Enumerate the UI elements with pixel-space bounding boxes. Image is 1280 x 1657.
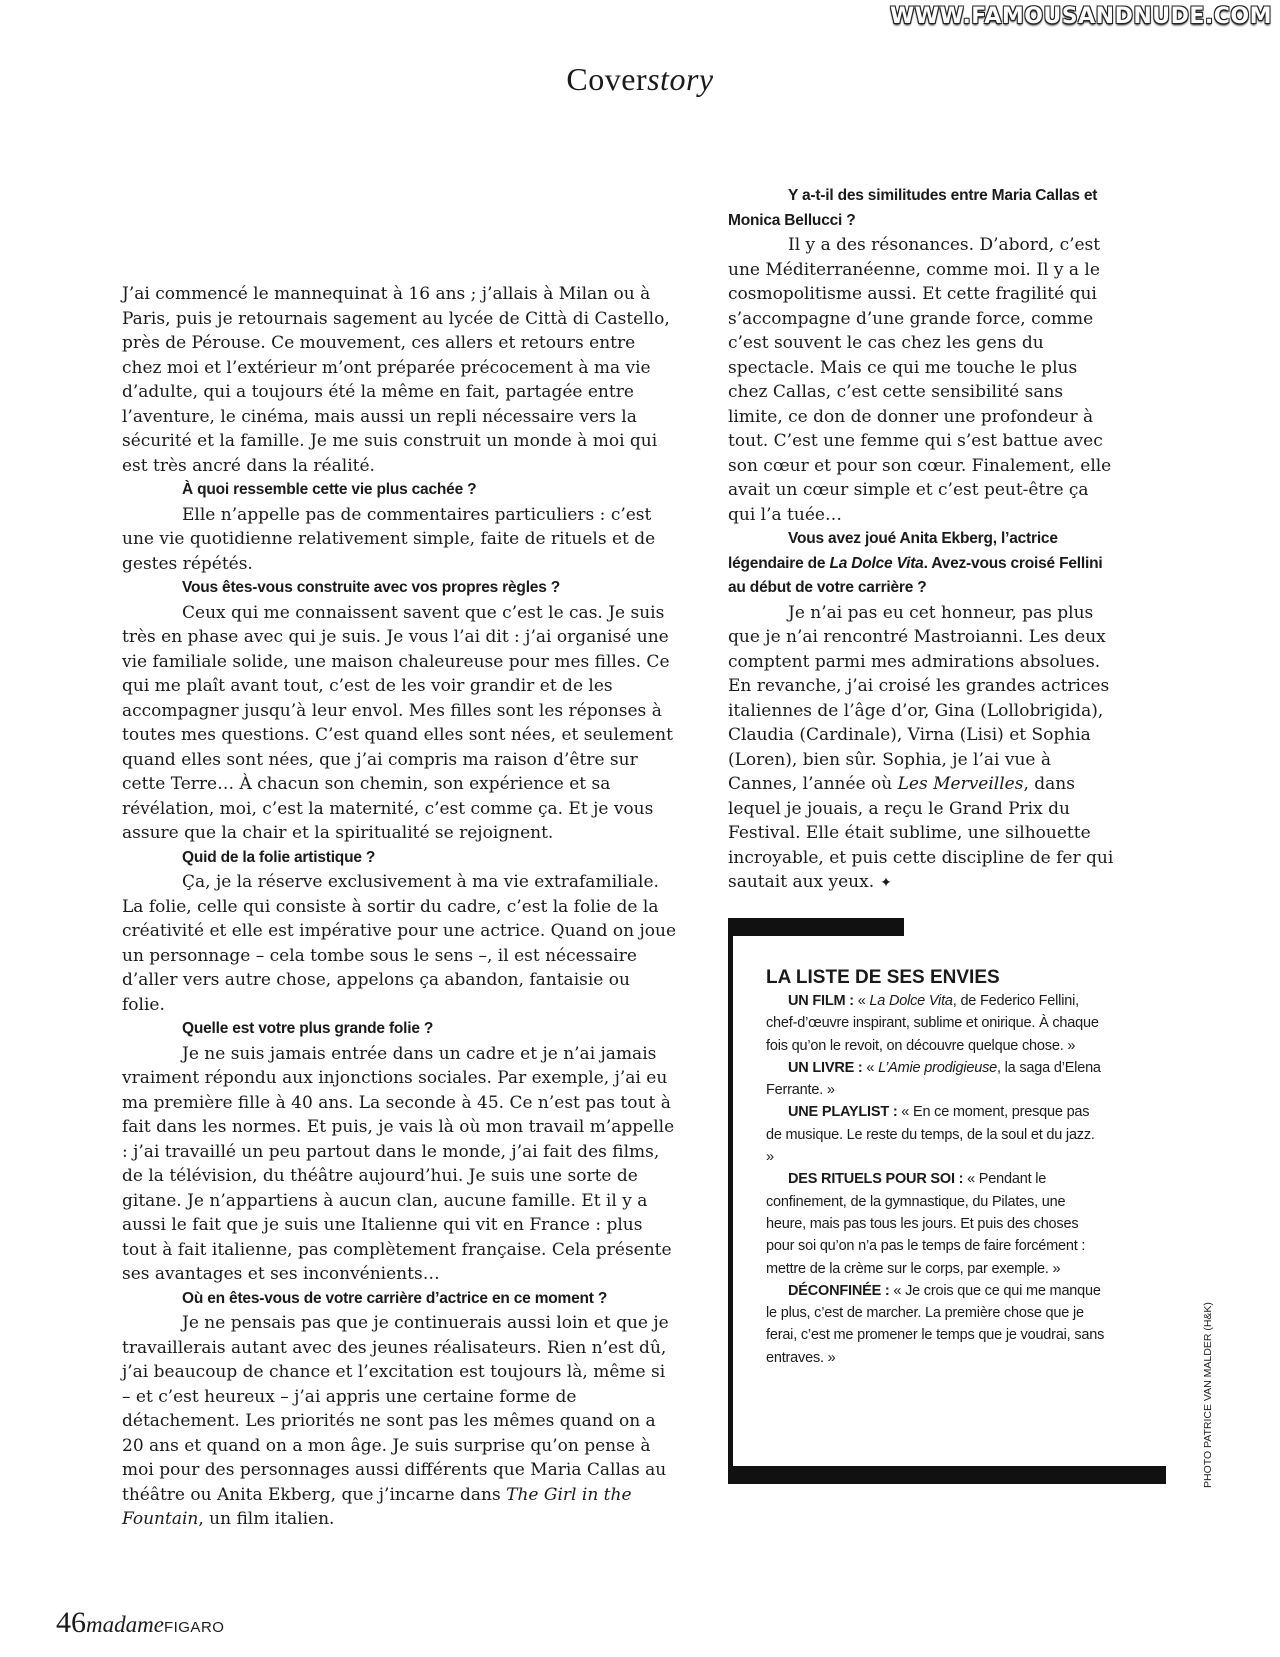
question-callas: Y a-t-il des similitudes entre Maria Callas et Monica Bellucci ?: [728, 187, 1098, 229]
section-title-story: story: [647, 61, 714, 97]
magazine-name-figaro: FIGARO: [163, 1619, 225, 1636]
answer-text: Je ne pensais pas que je continuerais aussi loin et que je travaillerais autant avec des jeunes réalisateurs. Rien n’est dû, j’ai beaucoup de chance et l’excitation est toujours là, même si – et c’est heureux – j’ai appris une certaine forme de détachement. Les priorités ne sont pas les mêmes quand on a 20 ans et quand on a mon âge. Je suis surprise qu’on pense à moi pour des personnages aussi différents que Maria Callas au théâtre ou Anita Ekberg, que j’incarne dans: [122, 1313, 669, 1505]
page-footer: [56, 1606, 224, 1645]
interview-question: Quid de la folie artistique ?: [182, 848, 376, 866]
work-title: La Dolce Vita: [869, 993, 953, 1009]
interview-answer: Elle n’appelle pas de commentaires particuliers : c’est une vie quotidienne relativement simple, faite de rituels et de gestes répétés.: [122, 504, 656, 574]
wish-list-item: [766, 1101, 1106, 1168]
wish-list-text: En ce moment, presque pas de musique. Le reste du temps, de la soul et du jazz. »: [766, 1104, 1095, 1166]
interview-answer: Ceux qui me connaissent savent que c’est le cas. Je suis très en phase avec qui je suis. Je vous l’ai dit : j’ai organisé une vie familiale solide, une maison chaleureuse pour mes filles. Ce qui me plaît avant tout, c’est de les voir grandir et de les accompagner jusqu’à leur envol. Mes filles sont les réponses à toutes mes questions. C’est quand elles sont nées, et seulement quand elles sont nées, que j’ai compris ma raison d’être sur cette Terre… À chacun son chemin, son expérience et sa révélation, moi, c’est la maternité, c’est comme ça. Et je vous assure que la chair et la spiritualité se rejoignent.: [122, 602, 673, 843]
interview-answer: [122, 1311, 677, 1532]
sidebar-bottom-bar: [728, 1466, 1166, 1484]
wish-list-text: Je crois que ce qui me manque le plus, c’est de marcher. La première chose que je ferai, c’est me promener le temps que je voudrai, sans entraves. »: [766, 1282, 1105, 1366]
wish-list-text: , la saga d’Elena Ferrante. »: [766, 1059, 1101, 1099]
photo-credit: PHOTO PATRICE VAN MALDER (H&K): [1202, 1302, 1214, 1488]
page-number: 46: [56, 1606, 86, 1639]
interview-question: Vous êtes-vous construite avec vos propres règles ?: [182, 579, 561, 596]
work-title: L’Amie prodigieuse: [878, 1059, 997, 1076]
question-fellini: [728, 527, 1120, 601]
wish-list-item: [766, 1057, 1106, 1102]
sidebar-title: LA LISTE DE SES ENVIES: [766, 967, 1000, 988]
wish-list-label: UN LIVRE :: [788, 1059, 863, 1076]
section-title-cover: Cover: [566, 61, 648, 97]
quote-open: «: [963, 1171, 979, 1188]
interview-answer: Je ne suis jamais entrée dans un cadre et je n’ai jamais vraiment répondu aux injonctions sociales. Par exemple, j’ai eu ma première fille à 40 ans. La seconde à 45. Ce n’est pas tout à fait dans les normes. Et puis, je vais là où mon travail m’appelle : j’ai travaillé un peu partout dans le monde, j’ai fait des films, de la télévision, du théâtre aujourd’hui. Je suis une sorte de gitane. Je n’appartiens à aucun clan, aucune famille. Et il y a aussi le fait que je suis une Italienne qui vit en France : plus tout à fait italienne, pas complètement française. Cela présente ses avantages et ses inconvénients…: [122, 1043, 675, 1284]
answer-text-end: , un film italien.: [198, 1509, 335, 1529]
question-fellini-part1: Vous avez joué Anita Ekberg, l’actrice légendaire de: [728, 530, 1058, 572]
quote-open: «: [889, 1282, 906, 1299]
answer-fellini-part1: Je n’ai pas eu cet honneur, pas plus que je n’ai rencontré Mastroianni. Les deux comptent parmi mes admirations absolues. En revanche, j’ai croisé les grandes actrices italiennes de l’âge d’or, Gina (Lollobrigida), Claudia (Cardinale), Virna (Lisi) et Sophia (Loren), bien sûr. Sophia, je l’ai vue à Cannes, l’année où: [728, 602, 1110, 794]
question-fellini-film: La Dolce Vita: [829, 554, 924, 572]
answer-fellini-part2: , dans lequel je jouais, a reçu le Grand Prix du Festival. Elle était sublime, une silhouette incroyable, et puis cette discipline de fer qui sautait aux yeux.: [728, 774, 1114, 892]
magazine-name-madame: madame: [86, 1612, 164, 1637]
interview-question: Où en êtes-vous de votre carrière d’actrice en ce moment ?: [182, 1289, 608, 1307]
wish-list-item: [766, 1280, 1106, 1369]
question-fellini-part2: . Avez-vous croisé Fellini au début de votre carrière ?: [728, 554, 1103, 596]
section-title: [0, 60, 1280, 98]
sidebar-list: [766, 990, 1106, 1369]
watermark: WWW.FAMOUSANDNUDE.COM: [889, 4, 1272, 29]
interview-question: Quelle est votre plus grande folie ?: [182, 1020, 434, 1037]
sidebar-content: [766, 966, 1106, 1369]
answer-callas: Il y a des résonances. D’abord, c’est une Méditerranéenne, comme moi. Il y a le cosmopolitisme aussi. Et cette fragilité qui s’accompagne d’une grande force, comme c’est souvent le cas chez les gens du spectacle. Mais ce qui me touche le plus chez Callas, c’est cette sensibilité sans limite, ce don de donner une profondeur à tout. C’est une femme qui s’est battue avec son cœur et pour son cœur. Finalement, elle avait un cœur simple et c’est peut-être ça qui l’a tuée…: [728, 235, 1112, 525]
film-title: The Girl in the Fountain: [122, 1484, 632, 1529]
wish-list-text: Pendant le confinement, de la gymnastique, du Pilates, une heure, mais pas tous les jours. Et puis des choses pour soi qu’on n’a pas le temps de faire forcément : mettre de la crème sur le corps, par exemple. »: [766, 1171, 1086, 1277]
end-mark-icon: ✦: [880, 875, 892, 891]
wish-list-label: DÉCONFINÉE :: [788, 1282, 890, 1299]
wish-list-item: [766, 1168, 1106, 1279]
wish-list-label: DES RITUELS POUR SOI :: [788, 1171, 964, 1188]
quote-open: «: [862, 1059, 879, 1076]
quote-open: «: [897, 1104, 913, 1121]
answer-fellini-film: Les Merveilles: [897, 774, 1024, 794]
wish-list-label: UNE PLAYLIST :: [788, 1104, 898, 1121]
interview-answer: J’ai commencé le mannequinat à 16 ans ; j’allais à Milan ou à Paris, puis je retournais sagement au lycée de Città di Castello, près de Pérouse. Ce mouvement, ces allers et retours entre chez moi et l’extérieur m’ont préparée précocement à ma vie d’adulte, qui a toujours été la même en fait, partagée entre l’aventure, le cinéma, mais aussi un repli nécessaire vers la sécurité et la famille. Je me suis construit un monde à moi qui est très ancré dans la réalité.: [122, 284, 670, 476]
interview-answer: Ça, je la réserve exclusivement à ma vie extrafamiliale. La folie, celle qui consiste à sortir du cadre, c’est la folie de la créativité et elle est impérative pour une actrice. Quand on joue un personnage – cela tombe sous le sens –, il est nécessaire d’aller vers autre chose, appelons ça abandon, fantaisie ou folie.: [122, 872, 677, 1015]
sidebar-top-bar: [728, 918, 904, 936]
wish-list-label: UN FILM :: [788, 993, 854, 1009]
quote-open: «: [853, 993, 870, 1009]
left-column: [122, 282, 677, 1532]
wish-list-item: [766, 990, 1106, 1057]
right-column: [728, 184, 1120, 896]
wish-list-text: , de Federico Fellini, chef-d’œuvre inspirant, sublime et onirique. À chaque fois qu’on le revoit, on découvre quelque chose. »: [766, 993, 1099, 1054]
answer-fellini: [728, 601, 1120, 896]
interview-question: À quoi ressemble cette vie plus cachée ?: [182, 481, 477, 498]
